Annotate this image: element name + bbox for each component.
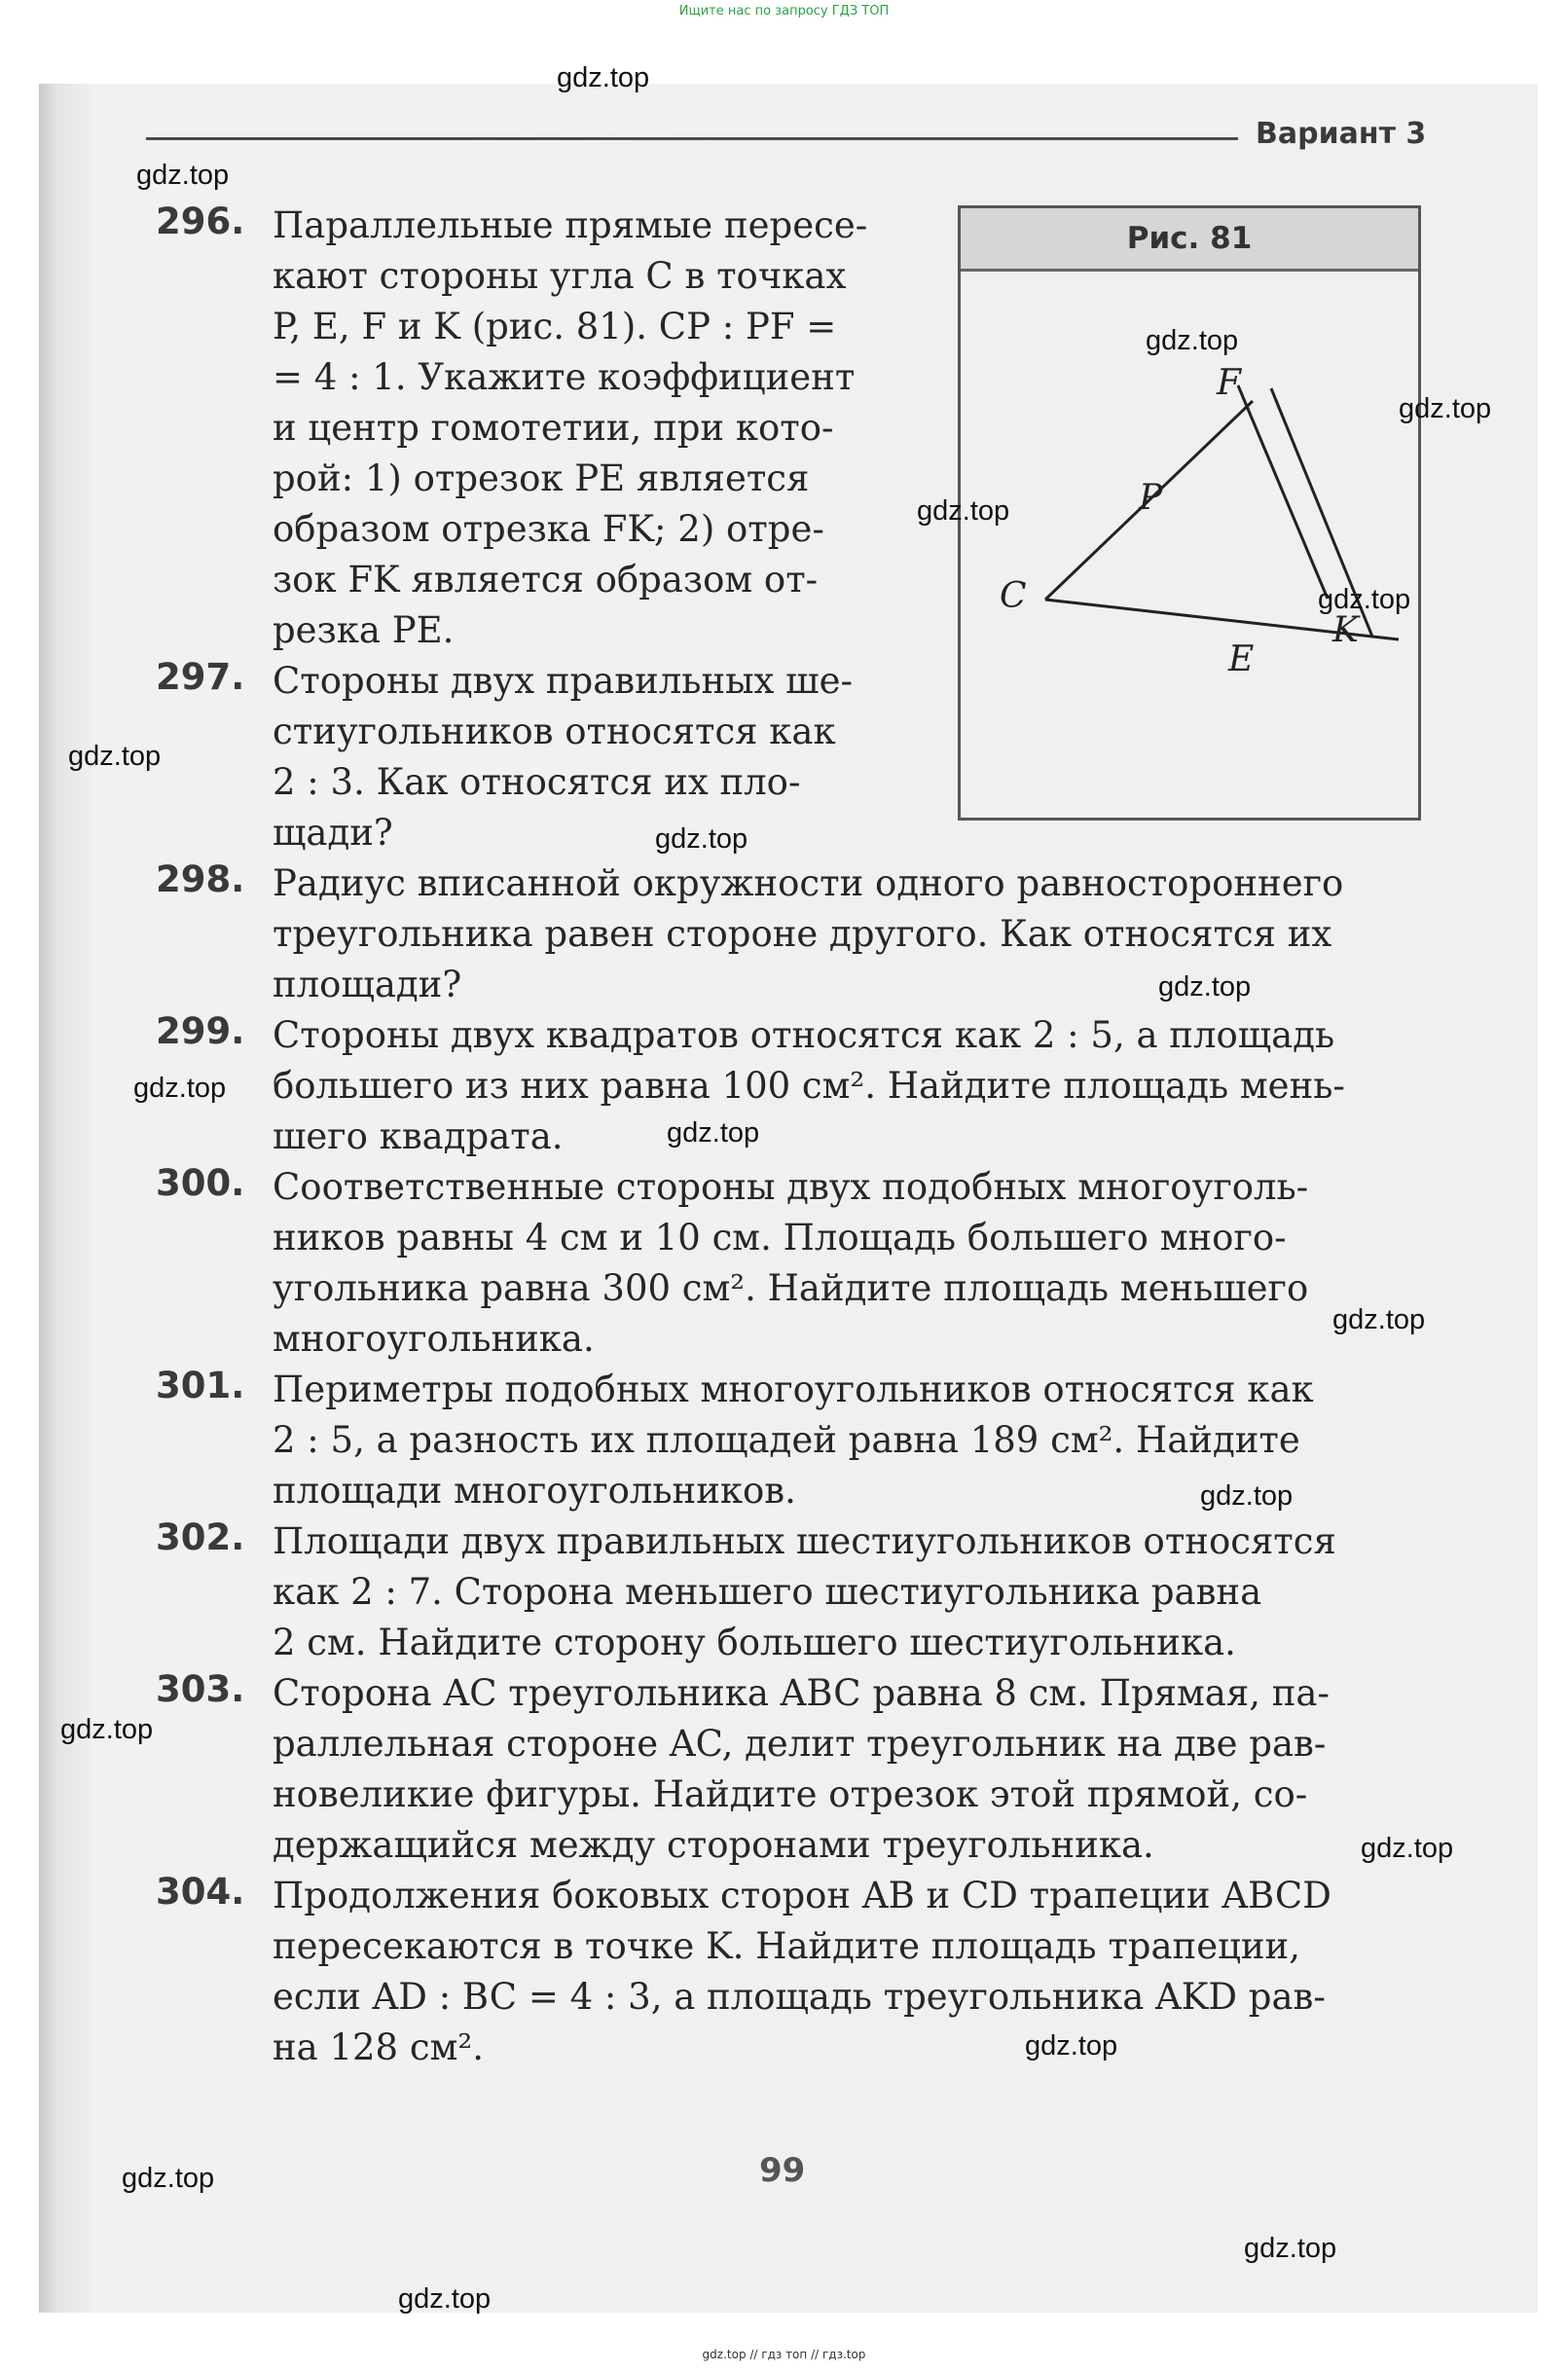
problem-text: Продолжения боковых сторон AB и CD трапеции ABCD пересекаются в точке K. Найдите площадь трапеции, если AD : BC = 4 : 3, а площадь треугольника AKD рав- на 128 см².	[273, 1875, 1331, 2068]
watermark: gdz.top	[1200, 1480, 1294, 1512]
variant-heading: Вариант 3	[1256, 117, 1427, 151]
problem-number: 298.	[156, 858, 245, 900]
watermark: gdz.top	[1399, 393, 1492, 424]
bottom-banner: gdz.top // гдз топ // гдз.top	[702, 2348, 866, 2361]
label-e: E	[1228, 639, 1255, 679]
watermark: gdz.top	[1332, 1304, 1426, 1335]
watermark: gdz.top	[133, 1073, 227, 1104]
problem-number: 302.	[156, 1516, 245, 1558]
page-number: 99	[759, 2151, 806, 2190]
watermark: gdz.top	[667, 1117, 760, 1149]
watermark: gdz.top	[136, 160, 230, 191]
watermark: gdz.top	[1361, 1833, 1454, 1864]
problem-text: Соответственные стороны двух подобных многоуголь- ников равны 4 см и 10 см. Площадь большего много- угольника равна 300 см². Найдите площадь меньшего многоугольника.	[273, 1166, 1309, 1360]
problem-text: Параллельные прямые пересе- кают стороны угла C в точках P, E, F и K (рис. 81). CP : PF = = 4 : 1. Укажите коэффициент и центр гомотетии, при кото- рой: 1) отрезок PE является образом отрезка FK; 2) отре- зок FK является образом от- резка PE.	[273, 204, 868, 651]
problem-text: Сторона AC треугольника ABC равна 8 см. Прямая, па- раллельная стороне AC, делит треугольник на две рав- новеликие фигуры. Найдите отрезок этой прямой, со- держащийся между сторонами треугольника.	[273, 1672, 1330, 1866]
watermark: gdz.top	[1025, 2030, 1118, 2062]
problem-number: 297.	[156, 656, 245, 698]
watermark: gdz.top	[1244, 2233, 1337, 2264]
watermark: gdz.top	[122, 2163, 215, 2194]
header-rule	[146, 137, 1238, 140]
problem-number: 304.	[156, 1871, 245, 1913]
problem-number: 296.	[156, 201, 245, 242]
watermark: gdz.top	[60, 1714, 154, 1745]
label-c: C	[1000, 576, 1027, 616]
watermark: gdz.top	[1318, 584, 1411, 615]
problem-number: 303.	[156, 1668, 245, 1710]
watermark: gdz.top	[557, 62, 650, 93]
problem-number: 301.	[156, 1365, 245, 1406]
problem-text: Площади двух правильных шестиугольников относятся как 2 : 7. Сторона меньшего шестиугольника равна 2 см. Найдите сторону большего шестиугольника.	[273, 1520, 1336, 1663]
problem-text: Радиус вписанной окружности одного равностороннего треугольника равен стороне другого. Как относятся их площади?	[273, 862, 1344, 1005]
problem-number: 300.	[156, 1162, 245, 1204]
problem-number: 299.	[156, 1010, 245, 1052]
watermark: gdz.top	[655, 823, 748, 855]
label-p: P	[1139, 478, 1163, 518]
problem-text: Стороны двух квадратов относятся как 2 : 5, а площадь большего из них равна 100 см². Найдите площадь мень- шего квадрата.	[273, 1014, 1345, 1157]
figure-caption: Рис. 81	[961, 208, 1418, 272]
problem-text: Стороны двух правильных ше- стиугольников относятся как 2 : 3. Как относятся их пло- щади?	[273, 660, 853, 854]
watermark: gdz.top	[1158, 971, 1252, 1003]
label-k: K	[1332, 610, 1359, 650]
top-banner: Ищите нас по запросу ГДЗ ТОП	[678, 4, 890, 18]
watermark: gdz.top	[917, 495, 1010, 527]
problem-text: Периметры подобных многоугольников относятся как 2 : 5, а разность их площадей равна 189 см². Найдите площади многоугольников.	[273, 1368, 1314, 1512]
label-f: F	[1217, 363, 1241, 403]
watermark: gdz.top	[1146, 325, 1239, 356]
watermark: gdz.top	[398, 2283, 492, 2315]
watermark: gdz.top	[68, 741, 162, 772]
